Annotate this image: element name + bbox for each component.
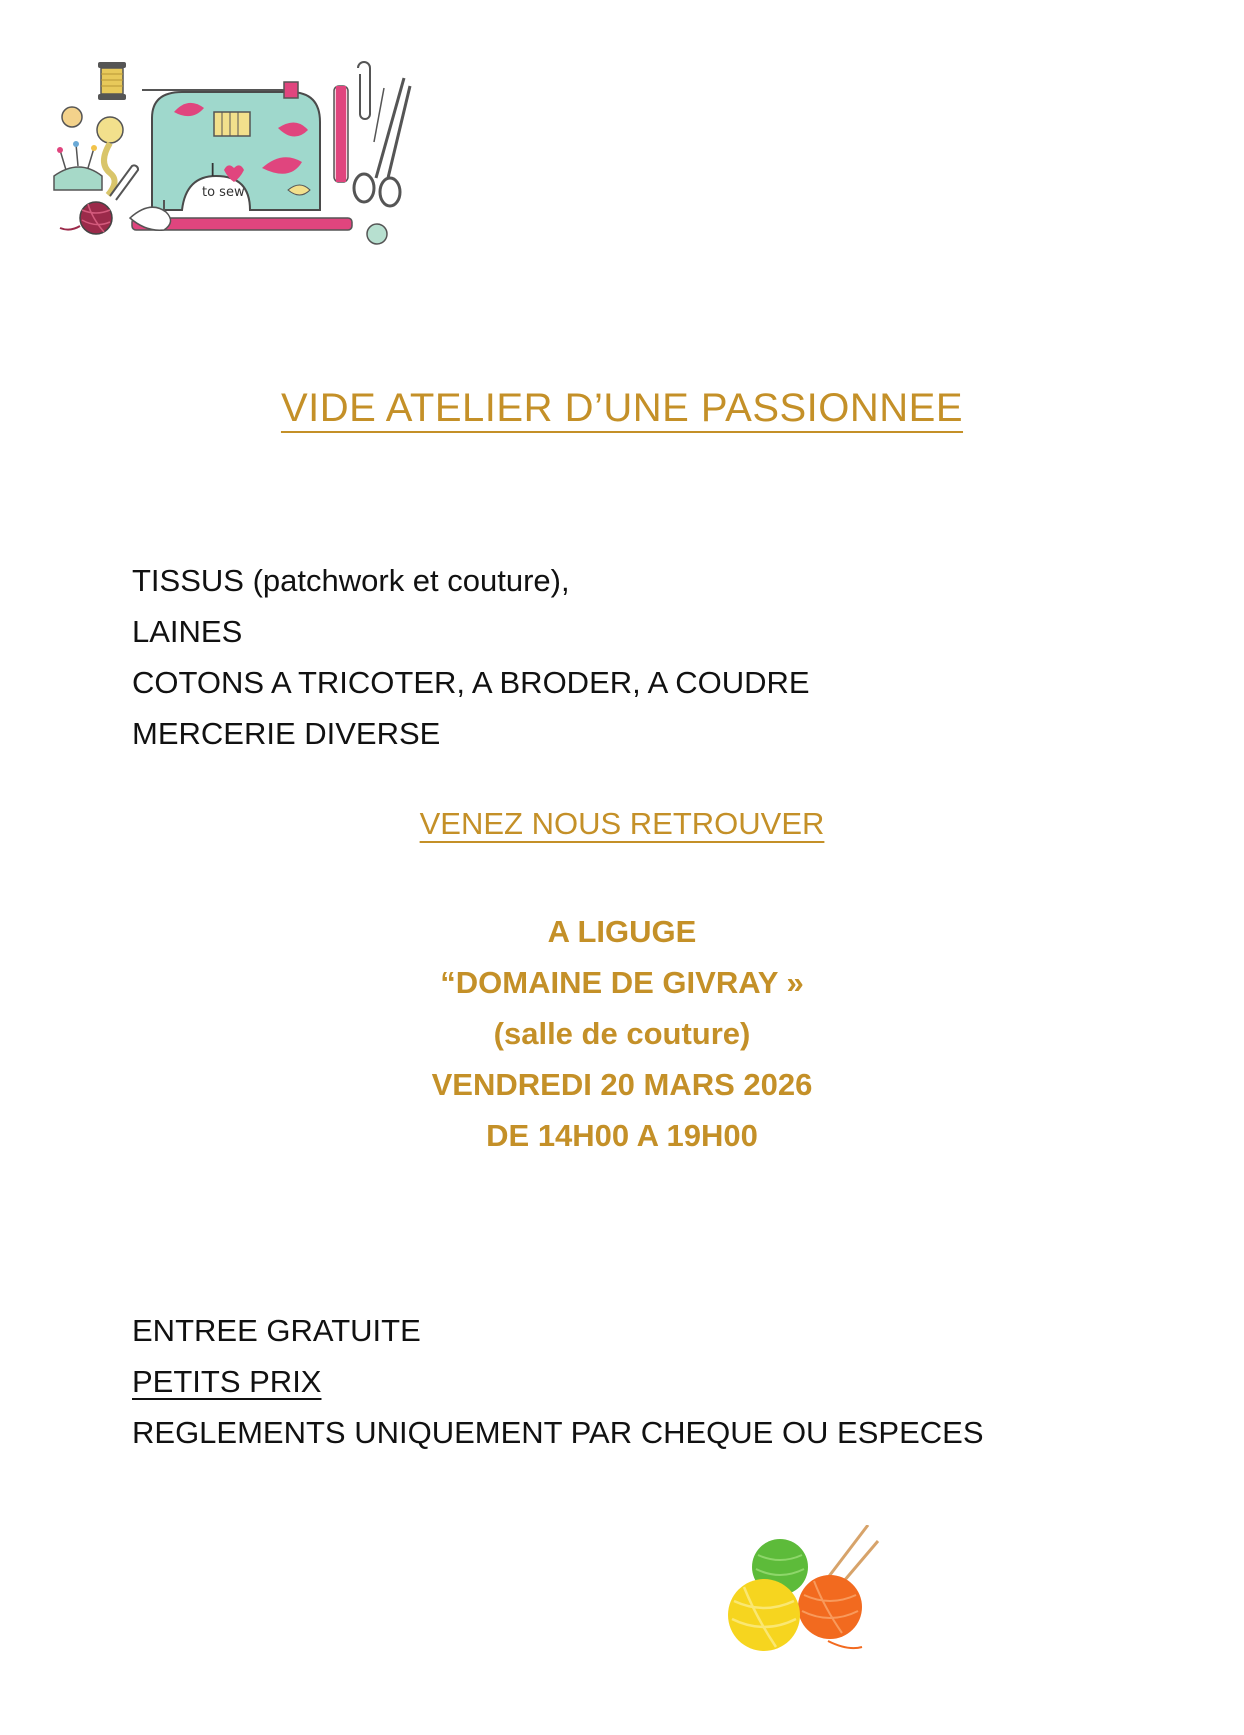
needle-icon (374, 88, 384, 142)
spool-icon (334, 86, 348, 182)
footer-info (132, 1305, 984, 1458)
list-item: COTONS A TRICOTER, A BRODER, A COUDRE (132, 665, 810, 700)
venue-block (0, 906, 1244, 1161)
svg-text:I: I (210, 160, 216, 181)
yarn-balls-illustration (718, 1525, 888, 1665)
svg-text:to sew: to sew (202, 185, 245, 200)
pincushion-icon (54, 141, 102, 190)
list-item: TISSUS (patchwork et couture), (132, 563, 570, 598)
prices-info: PETITS PRIX (132, 1364, 322, 1399)
yarn-ball-icon (728, 1579, 800, 1651)
list-item: MERCERIE DIVERSE (132, 716, 441, 751)
event-hours: DE 14H00 A 19H00 (486, 1118, 758, 1153)
flyer-title: VIDE ATELIER D’UNE PASSIONNEE (280, 386, 964, 430)
yarn-ball-icon (798, 1575, 862, 1639)
venue-name: “DOMAINE DE GIVRAY » (440, 965, 804, 1000)
thread-spool-icon (98, 62, 126, 100)
button-icon (62, 107, 82, 127)
button-icon (367, 224, 387, 244)
payment-info: REGLEMENTS UNIQUEMENT PAR CHEQUE OU ESPECES (132, 1415, 984, 1450)
safety-pin-icon (358, 62, 370, 119)
yarn-ball-icon (60, 202, 112, 234)
cta-heading: VENEZ NOUS RETROUVER (419, 806, 825, 841)
items-list (132, 555, 810, 759)
list-item: LAINES (132, 614, 243, 649)
sewing-machine-illustration (52, 58, 422, 276)
event-date: VENDREDI 20 MARS 2026 (431, 1067, 813, 1102)
sewing-machine-icon (130, 82, 352, 230)
entry-info: ENTREE GRATUITE (132, 1313, 421, 1348)
venue-room: (salle de couture) (493, 1016, 751, 1051)
venue-location: A LIGUGE (547, 914, 697, 949)
